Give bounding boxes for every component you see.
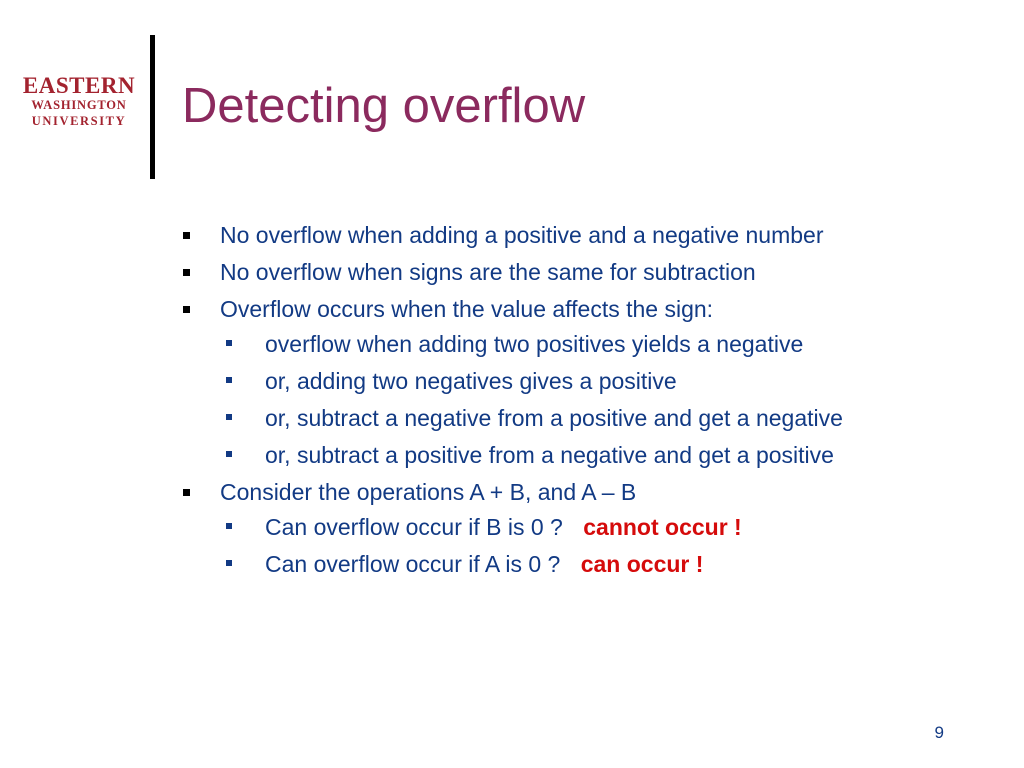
answer-text: cannot occur ! [583,514,742,540]
logo-line-eastern: EASTERN [22,73,136,98]
page-number: 9 [934,723,944,742]
sub-bullet-item [220,366,950,397]
bullet-item [180,220,950,251]
square-bullet-icon [183,306,190,313]
square-sub-bullet-icon [226,523,232,529]
question-text: Can overflow occur if A is 0 ? [265,551,561,577]
sub-bullet-item [220,329,950,360]
sub-bullet-list [220,512,950,580]
square-bullet-icon [183,489,190,496]
square-sub-bullet-icon [226,414,232,420]
university-logo [14,74,144,127]
sub-bullet-text: or, subtract a positive from a negative and get a positive [265,442,834,468]
logo-line-university: UNIVERSITY [31,113,127,128]
answer-text: can occur ! [580,551,704,577]
square-bullet-icon [183,269,190,276]
bullet-text: Overflow occurs when the value affects the sign: [220,296,714,322]
bullet-item [180,257,950,288]
slide-title: Detecting overflow [182,79,586,133]
square-sub-bullet-icon [226,560,232,566]
vertical-divider [150,35,155,179]
bullet-text: No overflow when adding a positive and a negative number [220,222,824,248]
sub-bullet-item [220,549,950,580]
square-sub-bullet-icon [226,451,232,457]
bullet-text: No overflow when signs are the same for subtraction [220,259,756,285]
bullet-item [180,477,950,580]
square-sub-bullet-icon [226,340,232,346]
question-text: Can overflow occur if B is 0 ? [265,514,563,540]
bullet-item [180,294,950,471]
sub-bullet-list [220,329,950,471]
sub-bullet-text: or, subtract a negative from a positive and get a negative [265,405,843,431]
logo-line-washington: WASHINGTON [31,98,127,112]
sub-bullet-text: or, adding two negatives gives a positive [265,368,677,394]
bullet-text: Consider the operations A + B, and A – B [220,479,637,505]
sub-bullet-text: overflow when adding two positives yields a negative [265,331,804,357]
sub-bullet-item [220,512,950,543]
bullet-list [180,220,950,586]
sub-bullet-item [220,440,950,471]
sub-bullet-item [220,403,950,434]
square-bullet-icon [183,232,190,239]
square-sub-bullet-icon [226,377,232,383]
